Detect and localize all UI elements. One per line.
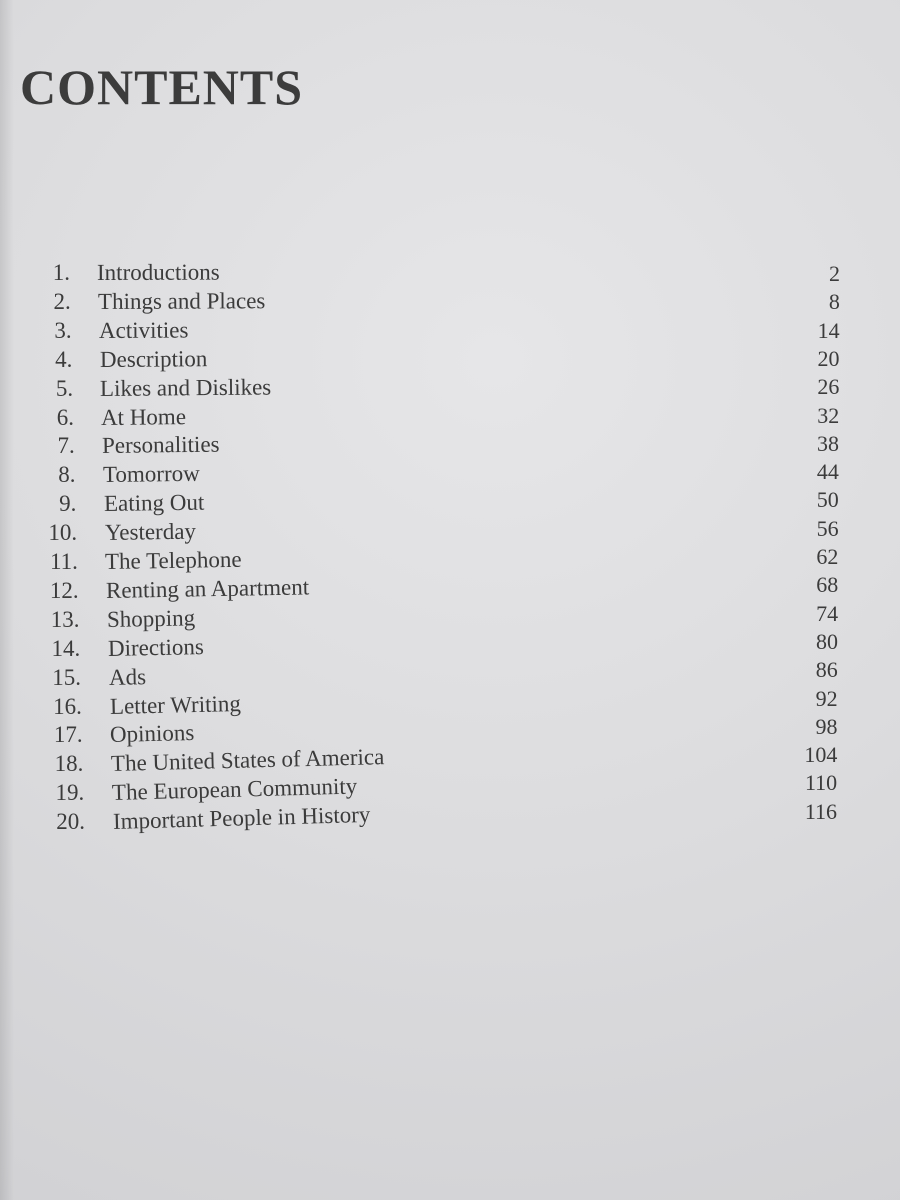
entry-number: 16. xyxy=(53,693,82,719)
entry-number: 4. xyxy=(55,346,73,372)
entry-title: Renting an Apartment xyxy=(106,574,310,603)
entry-page-number: 68 xyxy=(816,572,839,598)
entry-number: 7. xyxy=(57,433,75,459)
page-title: CONTENTS xyxy=(20,59,304,115)
toc-entry xyxy=(0,376,900,404)
entry-page-number: 80 xyxy=(815,628,838,654)
entry-number: 8. xyxy=(58,462,76,488)
entry-page-number: 74 xyxy=(816,600,839,626)
entry-page-number: 2 xyxy=(829,261,840,286)
entry-page-number: 20 xyxy=(817,345,840,371)
entry-title: Personalities xyxy=(101,432,220,459)
toc-entry xyxy=(0,260,900,288)
entry-title: Shopping xyxy=(106,605,196,632)
entry-title: Letter Writing xyxy=(109,690,241,719)
entry-number: 9. xyxy=(59,491,77,517)
entry-page-number: 50 xyxy=(816,487,839,513)
toc-entry xyxy=(0,402,900,433)
entry-number: 6. xyxy=(56,404,74,430)
toc-entry xyxy=(0,459,900,490)
entry-number: 10. xyxy=(48,520,78,546)
entry-title: The Telephone xyxy=(105,546,243,574)
entry-title: At Home xyxy=(101,403,187,430)
entry-title: Introductions xyxy=(96,259,220,285)
entry-number: 11. xyxy=(49,549,78,574)
toc-entry xyxy=(0,318,900,346)
entry-page-number: 62 xyxy=(816,544,839,569)
entry-page-number: 38 xyxy=(817,430,840,456)
toc-entry xyxy=(0,430,900,461)
entry-page-number: 104 xyxy=(804,742,838,768)
entry-title: Description xyxy=(99,345,207,372)
entry-number: 5. xyxy=(55,375,74,401)
entry-page-number: 116 xyxy=(804,798,837,824)
entry-page-number: 110 xyxy=(804,770,838,796)
entry-number: 14. xyxy=(51,635,81,661)
toc-entry xyxy=(0,289,900,317)
entry-page-number: 56 xyxy=(816,515,839,541)
toc-entry xyxy=(0,347,900,375)
entry-page-number: 44 xyxy=(816,459,839,485)
entry-number: 1. xyxy=(52,260,70,285)
entry-title: Activities xyxy=(98,317,189,343)
entry-title: Ads xyxy=(108,663,147,690)
entry-title: Things and Places xyxy=(97,288,266,314)
entry-title: Likes and Dislikes xyxy=(100,374,272,401)
entry-number: 12. xyxy=(49,577,79,603)
entry-page-number: 26 xyxy=(817,374,840,400)
entry-number: 13. xyxy=(50,606,80,632)
entry-title: Tomorrow xyxy=(102,461,200,488)
entry-title: Important People in History xyxy=(112,801,371,835)
entry-title: The United States of America xyxy=(110,744,385,777)
entry-number: 19. xyxy=(55,780,85,806)
entry-number: 2. xyxy=(53,288,71,314)
entry-title: Opinions xyxy=(110,720,196,748)
entry-title: Yesterday xyxy=(104,518,196,546)
entry-number: 15. xyxy=(52,664,82,690)
entry-title: Eating Out xyxy=(103,489,205,517)
entry-page-number: 98 xyxy=(815,713,838,739)
entry-title: Directions xyxy=(107,633,204,661)
entry-number: 18. xyxy=(54,751,84,777)
entry-number: 3. xyxy=(54,317,72,343)
entry-page-number: 86 xyxy=(815,657,838,683)
entry-number: 17. xyxy=(53,722,83,748)
entry-page-number: 14 xyxy=(817,317,840,343)
entry-page-number: 92 xyxy=(815,685,838,711)
entry-page-number: 32 xyxy=(817,402,840,428)
entry-number: 20. xyxy=(56,809,85,835)
entry-page-number: 8 xyxy=(828,289,840,315)
entry-title: The European Community xyxy=(111,773,358,806)
toc-entry xyxy=(0,798,900,837)
